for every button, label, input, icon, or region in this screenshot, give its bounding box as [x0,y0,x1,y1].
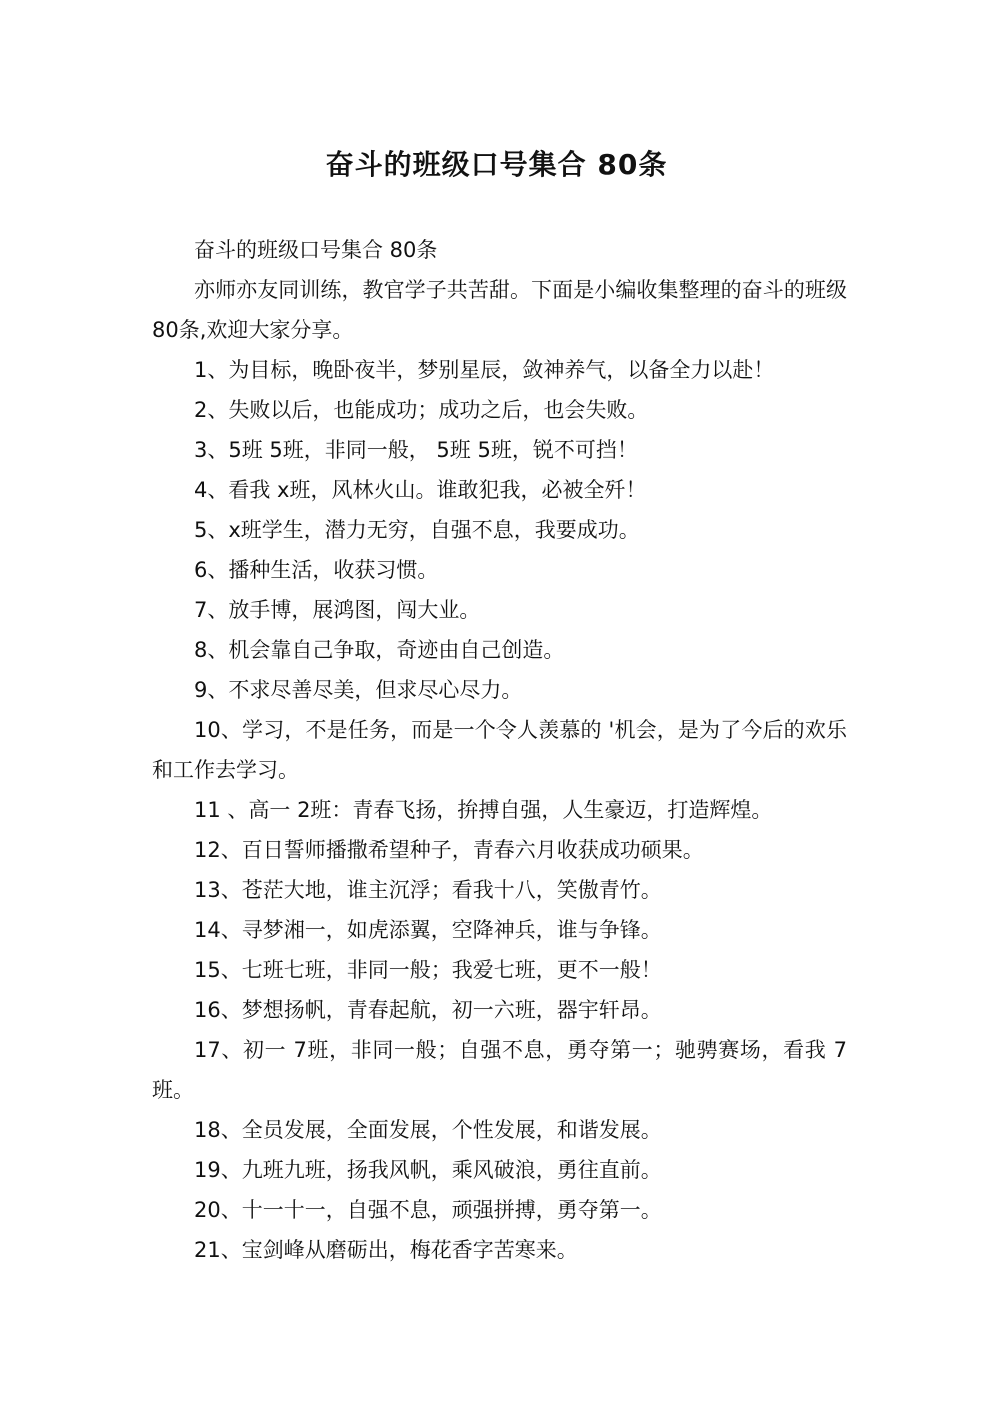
slogan-item: 10、学习，不是任务，而是一个令人羡慕的 '机会，是为了今后的欢乐和工作去学习。 [152,718,847,782]
intro-paragraph: 亦师亦友同训练，教官学子共苦甜。下面是小编收集整理的奋斗的班级 80条,欢迎大家分享。 [152,278,847,342]
slogan-item: 13、苍茫大地，谁主沉浮；看我十八，笑傲青竹。 [194,878,662,902]
slogan-item: 20、十一十一，自强不息，顽强拼搏，勇夺第一。 [194,1198,662,1222]
slogan-item: 14、寻梦湘一，如虎添翼，空降神兵，谁与争锋。 [194,918,662,942]
slogan-item: 12、百日誓师播撒希望种子，青春六月收获成功硕果。 [194,838,704,862]
slogan-item: 21、宝剑峰从磨砺出，梅花香字苦寒来。 [194,1238,578,1262]
slogan-item: 17、初一 7班，非同一般；自强不息，勇夺第一；驰骋赛场，看我 7班。 [152,1038,847,1102]
slogan-item: 8、机会靠自己争取，奇迹由自己创造。 [194,638,565,662]
slogan-item: 18、全员发展，全面发展，个性发展，和谐发展。 [194,1118,662,1142]
document-subtitle: 奋斗的班级口号集合 80条 [194,238,438,262]
slogan-item: 6、播种生活，收获习惯。 [194,558,439,582]
slogan-item: 9、不求尽善尽美，但求尽心尽力。 [194,678,523,702]
slogan-item: 19、九班九班，扬我风帆，乘风破浪，勇往直前。 [194,1158,662,1182]
slogan-item: 3、5班 5班，非同一般， 5班 5班，锐不可挡！ [194,438,638,462]
slogan-item: 16、梦想扬帆，青春起航，初一六班，器宇轩昂。 [194,998,662,1022]
slogan-item: 5、x班学生，潜力无穷，自强不息，我要成功。 [194,518,640,542]
slogan-item: 2、失败以后，也能成功；成功之后，也会失败。 [194,398,649,422]
document-title: 奋斗的班级口号集合 80条 [325,148,668,181]
slogan-item: 1、为目标，晚卧夜半，梦别星辰，敛神养气，以备全力以赴！ [194,358,775,382]
slogan-item: 4、看我 x班，风林火山。谁敢犯我，必被全歼！ [194,478,647,502]
slogan-item: 7、放手博，展鸿图，闯大业。 [194,598,481,622]
document-body [152,230,847,1270]
slogan-item: 15、七班七班，非同一般；我爱七班，更不一般！ [194,958,662,982]
slogan-item: 11 、高一 2班：青春飞扬，拚搏自强，人生豪迈，打造辉煌。 [194,798,773,822]
